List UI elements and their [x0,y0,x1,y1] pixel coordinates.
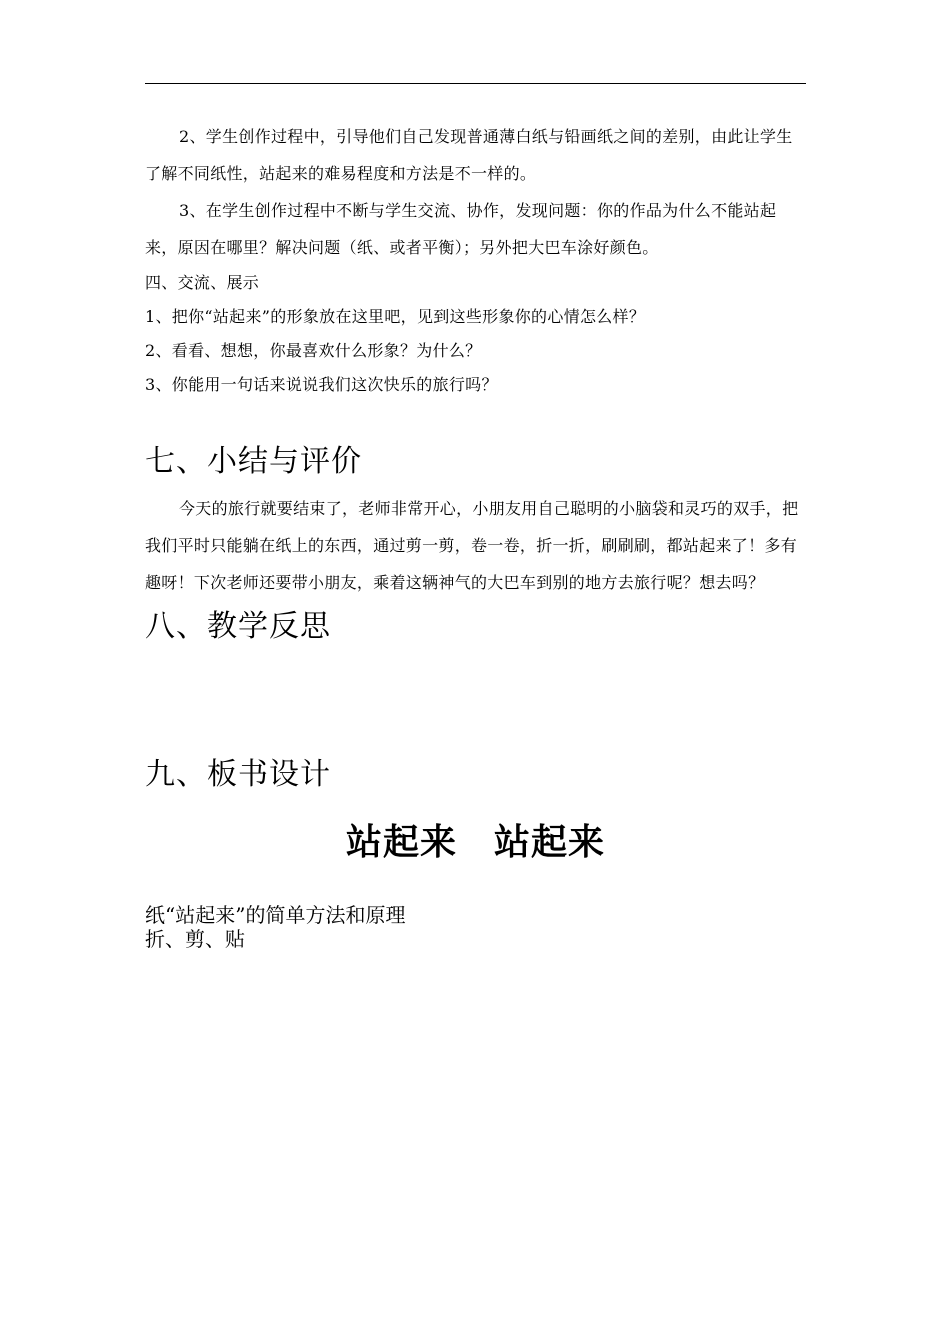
document-body [145,118,806,951]
board-title: 站起来 站起来 [345,821,605,863]
section-four-item-2: 2、看看、想想，你最喜欢什么形象？为什么？ [145,341,482,360]
paragraph-student-creation: 2、学生创作过程中，引导他们自己发现普通薄白纸与铅画纸之间的差别，由此让学生了解不同纸性，站起来的难易程度和方法是不一样的。 [145,127,793,183]
section-four-title: 四、交流、展示 [145,273,260,292]
section-nine-heading: 九、板书设计 [145,757,331,792]
header-rule [145,83,806,84]
section-seven-body: 今天的旅行就要结束了，老师非常开心，小朋友用自己聪明的小脑袋和灵巧的双手，把我们平时只能躺在纸上的东西，通过剪一剪，卷一卷，折一折，刷刷刷，都站起来了！多有趣呀！下次老师还要带小朋友，乘着这辆神气的大巴车到别的地方去旅行呢？想去吗？ [145,499,799,592]
section-seven-heading: 七、小结与评价 [145,444,362,479]
board-line-techniques: 折、剪、贴 [145,927,245,951]
paragraph-communication: 3、在学生创作过程中不断与学生交流、协作，发现问题：你的作品为什么不能站起来，原因在哪里？解决问题（纸、或者平衡）；另外把大巴车涂好颜色。 [145,201,777,257]
section-four-item-1: 1、把你“站起来”的形象放在这里吧，见到这些形象你的心情怎么样？ [145,307,646,326]
board-line-method: 纸“站起来”的简单方法和原理 [145,903,406,927]
section-eight-heading: 八、教学反思 [145,609,331,644]
section-four-item-3: 3、你能用一句话来说说我们这次快乐的旅行吗？ [145,375,498,394]
